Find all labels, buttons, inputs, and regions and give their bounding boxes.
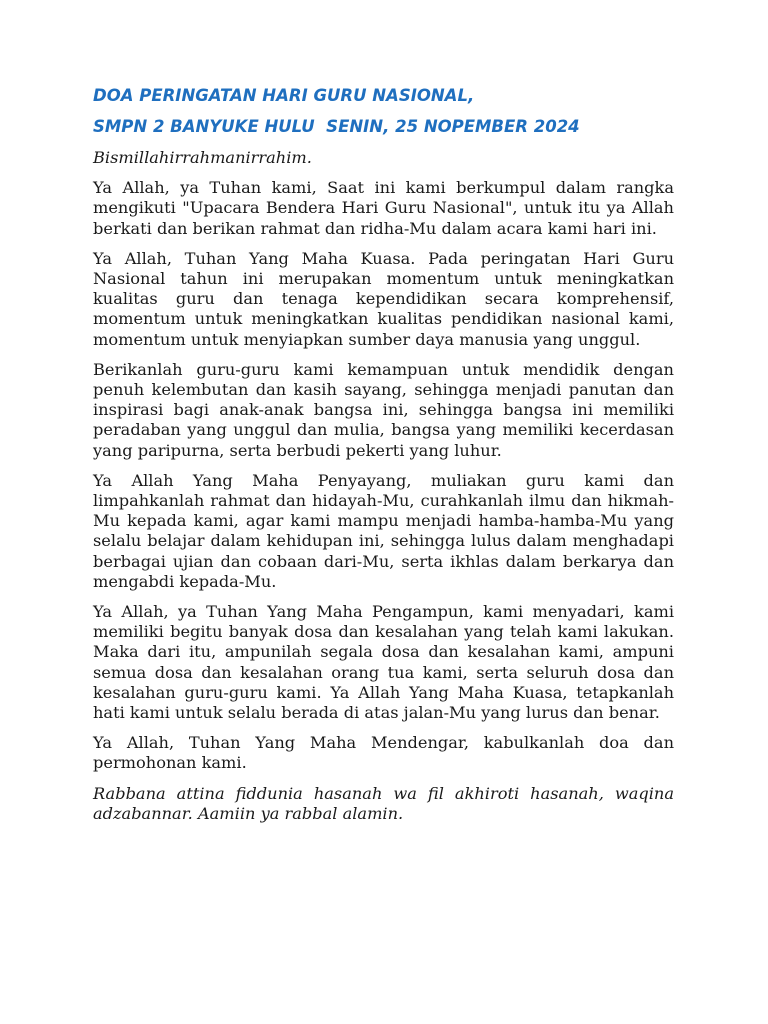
paragraph-6: Ya Allah, Tuhan Yang Maha Mendengar, kabulkanlah doa dan permohonan kami. bbox=[93, 733, 674, 773]
closing-prayer: Rabbana attina fiddunia hasanah wa fil akhiroti hasanah, waqina adzabannar. Aamiin ya rabbal alamin. bbox=[93, 783, 674, 823]
paragraph-1: Ya Allah, ya Tuhan kami, Saat ini kami berkumpul dalam rangka mengikuti "Upacara Bendera Hari Guru Nasional", untuk itu ya Allah berkati dan berikan rahmat dan ridha-Mu dalam acara kami hari ini. bbox=[93, 178, 674, 238]
document-title-line1: DOA PERINGATAN HARI GURU NASIONAL, bbox=[93, 86, 475, 105]
opening-line: Bismillahirrahmanirrahim. bbox=[93, 148, 312, 167]
document-title-line2: SMPN 2 BANYUKE HULU SENIN, 25 NOPEMBER 2024 bbox=[93, 117, 580, 136]
paragraph-4: Ya Allah Yang Maha Penyayang, muliakan guru kami dan limpahkanlah rahmat dan hidayah-Mu, curahkanlah ilmu dan hikmah-Mu kepada kami, agar kami mampu menjadi hamba-hamba-Mu yang selalu belajar dalam kehidupan ini, sehingga lulus dalam menghadapi berbagai ujian dan cobaan dari-Mu, serta ikhlas dalam berkarya dan mengabdi kepada-Mu. bbox=[93, 470, 674, 591]
document-page bbox=[93, 86, 674, 834]
paragraph-2: Ya Allah, Tuhan Yang Maha Kuasa. Pada peringatan Hari Guru Nasional tahun ini merupakan momentum untuk meningkatkan kualitas guru dan tenaga kependidikan secara komprehensif, momentum untuk meningkatkan kualitas pendidikan nasional kami, momentum untuk menyiapkan sumber daya manusia yang unggul. bbox=[93, 248, 674, 349]
paragraph-3: Berikanlah guru-guru kami kemampuan untuk mendidik dengan penuh kelembutan dan kasih sayang, sehingga menjadi panutan dan inspirasi bagi anak-anak bangsa ini, sehingga bangsa ini memiliki peradaban yang unggul dan mulia, bangsa yang memiliki kecerdasan yang paripurna, serta berbudi pekerti yang luhur. bbox=[93, 359, 674, 460]
paragraph-5: Ya Allah, ya Tuhan Yang Maha Pengampun, kami menyadari, kami memiliki begitu banyak dosa dan kesalahan yang telah kami lakukan. Maka dari itu, ampunilah segala dosa dan kesalahan kami, ampuni semua dosa dan kesalahan orang tua kami, serta seluruh dosa dan kesalahan guru-guru kami. Ya Allah Yang Maha Kuasa, tetapkanlah hati kami untuk selalu berada di atas jalan-Mu yang lurus dan benar. bbox=[93, 602, 674, 723]
